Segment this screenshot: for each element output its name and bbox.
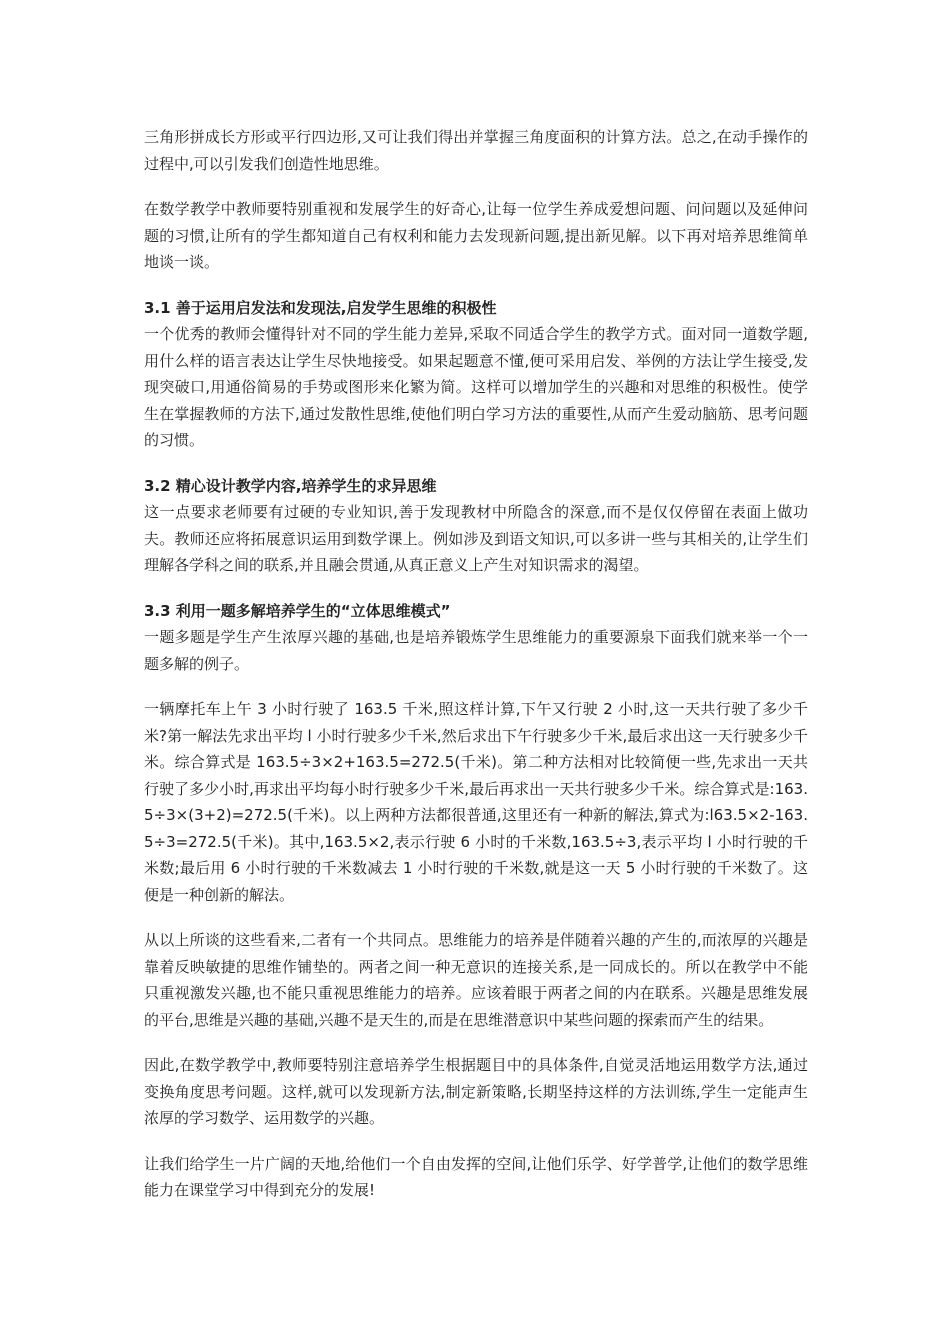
- section-body-3-3: 一题多题是学生产生浓厚兴趣的基础,也是培养锻炼学生思维能力的重要源泉下面我们就来举一个一题多解的例子。: [144, 628, 808, 673]
- section-heading-3-2: 3.2 精心设计教学内容,培养学生的求异思维: [144, 476, 437, 495]
- document-page: [144, 124, 808, 1204]
- section-heading-3-1: 3.1 善于运用启发法和发现法,启发学生思维的积极性: [144, 298, 497, 317]
- section-heading-3-3: 3.3 利用一题多解培养学生的“立体思维模式”: [144, 601, 451, 620]
- paragraph-intro-continuation: 三角形拼成长方形或平行四边形,又可让我们得出并掌握三角度面积的计算方法。总之,在动手操作的过程中,可以引发我们创造性地思维。: [144, 128, 808, 173]
- paragraph-common-point: 从以上所谈的这些看来,二者有一个共同点。思维能力的培养是伴随着兴趣的产生的,而浓厚的兴趣是靠着反映敏捷的思维作铺垫的。两者之间一种无意识的连接关系,是一同成长的。所以在教学中不能只重视激发兴趣,也不能只重视思维能力的培养。应该着眼于两者之间的内在联系。兴趣是思维发展的平台,思维是兴趣的基础,兴趣不是天生的,而是在思维潜意识中某些问题的探索而产生的结果。: [144, 931, 808, 1029]
- paragraph-therefore: 因此,在数学教学中,教师要特别注意培养学生根据题目中的具体条件,自觉灵活地运用数学方法,通过变换角度思考问题。这样,就可以发现新方法,制定新策略,长期坚持这样的方法训练,学生一定能声生浓厚的学习数学、运用数学的兴趣。: [144, 1056, 808, 1127]
- paragraph-conclusion: 让我们给学生一片广阔的天地,给他们一个自由发挥的空间,让他们乐学、好学普学,让他们的数学思维能力在课堂学习中得到充分的发展!: [144, 1154, 808, 1199]
- paragraph-example: 一辆摩托车上午 3 小时行驶了 163.5 千米,照这样计算,下午又行驶 2 小时,这一天共行驶了多少千米?第一解法先求出平均 l 小时行驶多少千米,然后求出下午行驶多少千米,最后求出这一天行驶多少千米。综合算式是 163.5÷3×2+163.5=272.5(千米)。第二种方法相对比较简便一些,先求出一天共行驶了多少小时,再求出平均每小时行驶多少千米,最后再求出一天共行驶多少千米。综合算式是:163.5÷3×(3+2)=272.5(千米)。以上两种方法都很普通,这里还有一种新的解法,算式为:l63.5×2-163.5÷3=272.5(千米)。其中,163.5×2,表示行驶 6 小时的千米数,163.5÷3,表示平均 l 小时行驶的千米数;最后用 6 小时行驶的千米数减去 1 小时行驶的千米数,就是这一天 5 小时行驶的千米数了。这便是一种创新的解法。: [144, 700, 808, 904]
- section-body-3-2: 这一点要求老师要有过硬的专业知识,善于发现教材中所隐含的深意,而不是仅仅停留在表面上做功夫。教师还应将拓展意识运用到数学课上。例如涉及到语文知识,可以多讲一些与其相关的,让学生们理解各学科之间的联系,并且融会贯通,从真正意义上产生对知识需求的渴望。: [144, 503, 808, 574]
- section-body-3-1: 一个优秀的教师会懂得针对不同的学生能力差异,采取不同适合学生的教学方式。面对同一道数学题,用什么样的语言表达让学生尽快地接受。如果起题意不懂,便可采用启发、举例的方法让学生接受,发现突破口,用通俗简易的手势或图形来化繁为简。这样可以增加学生的兴趣和对思维的积极性。使学生在掌握教师的方法下,通过发散性思维,使他们明白学习方法的重要性,从而产生爱动脑筋、思考问题的习惯。: [144, 325, 808, 449]
- paragraph-curiosity: 在数学教学中教师要特别重视和发展学生的好奇心,让每一位学生养成爱想问题、问问题以及延伸问题的习惯,让所有的学生都知道自己有权利和能力去发现新问题,提出新见解。以下再对培养思维简单地谈一谈。: [144, 200, 808, 271]
